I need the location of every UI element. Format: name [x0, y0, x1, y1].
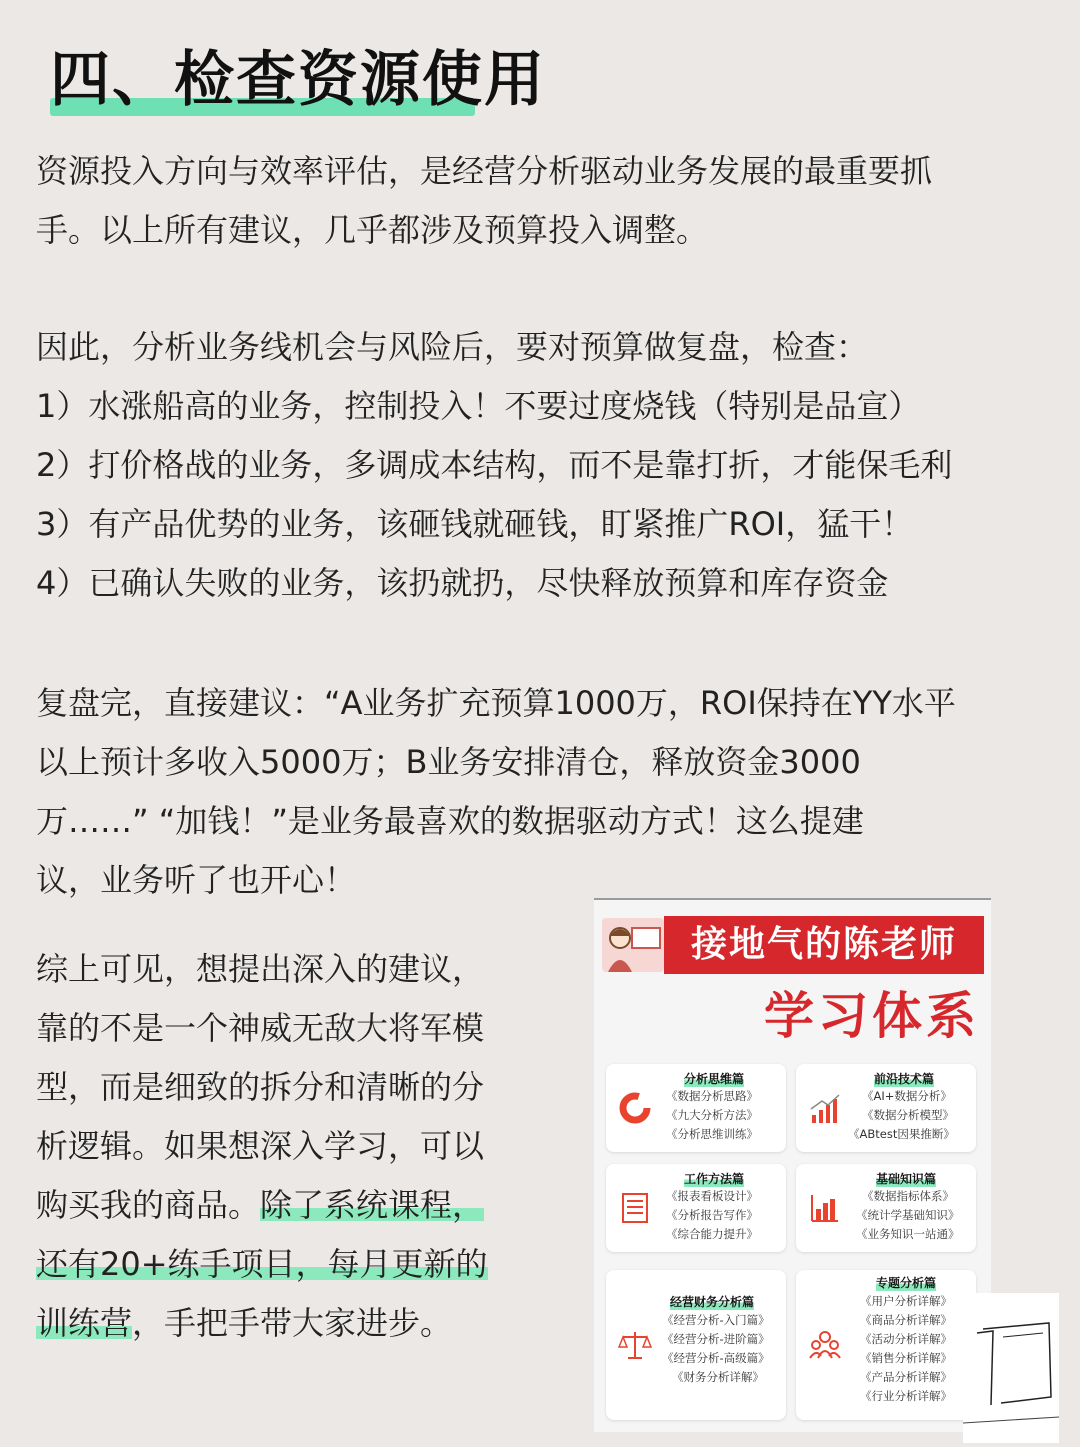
highlighted-text: 训练营: [36, 1304, 133, 1342]
box-item: 《分析思维训练》: [666, 1127, 758, 1141]
box-item: 《经营分析-入门篇》: [662, 1313, 770, 1327]
list-item: 1）水涨船高的业务，控制投入！不要过度烧钱（特别是品宣）: [36, 387, 921, 425]
box-title: 工作方法篇: [684, 1172, 745, 1186]
course-box-topic-analysis[interactable]: [796, 1270, 976, 1420]
page-title: 四、检查资源使用: [50, 45, 546, 115]
box-item: 《经营分析-进阶篇》: [662, 1332, 770, 1346]
paragraph-recommendation: [36, 674, 1046, 910]
box-item: 《数据指标体系》: [862, 1189, 954, 1203]
box-item: 《产品分析详解》: [860, 1370, 952, 1384]
box-item: 《用户分析详解》: [860, 1294, 952, 1308]
card-subtitle: 学习体系: [764, 987, 980, 1045]
users-group-icon: [808, 1328, 842, 1362]
list-item: 4）已确认失败的业务，该扔就扔，尽快释放预算和库存资金: [36, 564, 889, 602]
paragraph-summary: [36, 940, 556, 1353]
text-line: 综上可见，想提出深入的建议，: [36, 950, 485, 988]
box-item: 《报表看板设计》: [666, 1189, 758, 1203]
box-item: 《行业分析详解》: [860, 1389, 952, 1403]
box-item: 《ABtest因果推断》: [848, 1127, 955, 1141]
brand-banner: 接地气的陈老师: [664, 916, 984, 974]
box-item: 《财务分析详解》: [672, 1370, 764, 1384]
report-document-icon: [618, 1191, 652, 1225]
text-line: 因此，分析业务线机会与风险后，要对预算做复盘，检查：: [36, 328, 869, 366]
box-item: 《销售分析详解》: [860, 1351, 952, 1365]
box-item: 《统计学基础知识》: [856, 1208, 960, 1222]
course-system-card[interactable]: [594, 898, 991, 1432]
text-line: [36, 1176, 556, 1235]
box-item: 《业务知识一站通》: [856, 1227, 960, 1241]
course-box-frontier-tech[interactable]: [796, 1064, 976, 1152]
section-heading: [50, 40, 546, 120]
box-item: 《AI+数据分析》: [862, 1089, 952, 1103]
list-item: 2）打价格战的业务，多调成本结构，而不是靠打折，才能保毛利: [36, 446, 953, 484]
box-item: 《活动分析详解》: [860, 1332, 952, 1346]
text-segment: 购买我的商品。: [36, 1186, 261, 1224]
paragraph-budget-review-list: [36, 318, 1056, 613]
box-item: 《数据分析模型》: [862, 1108, 954, 1122]
teacher-avatar-icon: [602, 918, 664, 972]
box-title: 前沿技术篇: [874, 1072, 935, 1086]
box-item: 《数据分析思路》: [666, 1089, 758, 1103]
text-line: [36, 1235, 556, 1294]
bar-chart-icon: [808, 1191, 842, 1225]
course-box-analysis-thinking[interactable]: [606, 1064, 786, 1152]
balance-scale-icon: [618, 1328, 652, 1362]
highlighted-text: 还有20+练手项目，每月更新的: [36, 1245, 488, 1283]
paragraph-resource-evaluation: [36, 142, 1036, 260]
text-line: 复盘完，直接建议：“A业务扩充预算1000万，ROI保持在YY水平: [36, 684, 956, 722]
box-item: 《商品分析详解》: [860, 1313, 952, 1327]
course-box-work-methods[interactable]: [606, 1164, 786, 1252]
growth-bars-icon: [808, 1091, 842, 1125]
box-item: 《分析报告写作》: [666, 1208, 758, 1222]
box-title: 经营财务分析篇: [670, 1295, 755, 1309]
text-line: 型，而是细致的拆分和清晰的分: [36, 1068, 485, 1106]
donut-chart-icon: [618, 1091, 652, 1125]
box-title: 专题分析篇: [876, 1276, 937, 1290]
text-line: 议，业务听了也开心！: [36, 861, 357, 899]
box-item: 《经营分析-高级篇》: [662, 1351, 770, 1365]
highlighted-text: 除了系统课程，: [260, 1186, 485, 1224]
text-line: 以上预计多收入5000万；B业务安排清仓，释放资金3000: [36, 743, 861, 781]
list-item: 3）有产品优势的业务，该砸钱就砸钱，盯紧推广ROI，猛干！: [36, 505, 914, 543]
box-title: 分析思维篇: [684, 1072, 745, 1086]
sketch-drawing: [963, 1293, 1059, 1443]
course-box-business-finance[interactable]: [606, 1270, 786, 1420]
text-line: [36, 1294, 556, 1353]
box-item: 《综合能力提升》: [666, 1227, 758, 1241]
text-line: 万……” “加钱！”是业务最喜欢的数据驱动方式！这么提建: [36, 802, 864, 840]
box-title: 基础知识篇: [876, 1172, 937, 1186]
text-segment: ，手把手带大家进步。: [132, 1304, 453, 1342]
text-line: 靠的不是一个神威无敌大将军模: [36, 1009, 485, 1047]
text-line: 析逻辑。如果想深入学习，可以: [36, 1127, 485, 1165]
text-line: 手。以上所有建议，几乎都涉及预算投入调整。: [36, 211, 709, 249]
box-item: 《九大分析方法》: [666, 1108, 758, 1122]
course-box-basics[interactable]: [796, 1164, 976, 1252]
text-line: 资源投入方向与效率评估，是经营分析驱动业务发展的最重要抓: [36, 152, 933, 190]
